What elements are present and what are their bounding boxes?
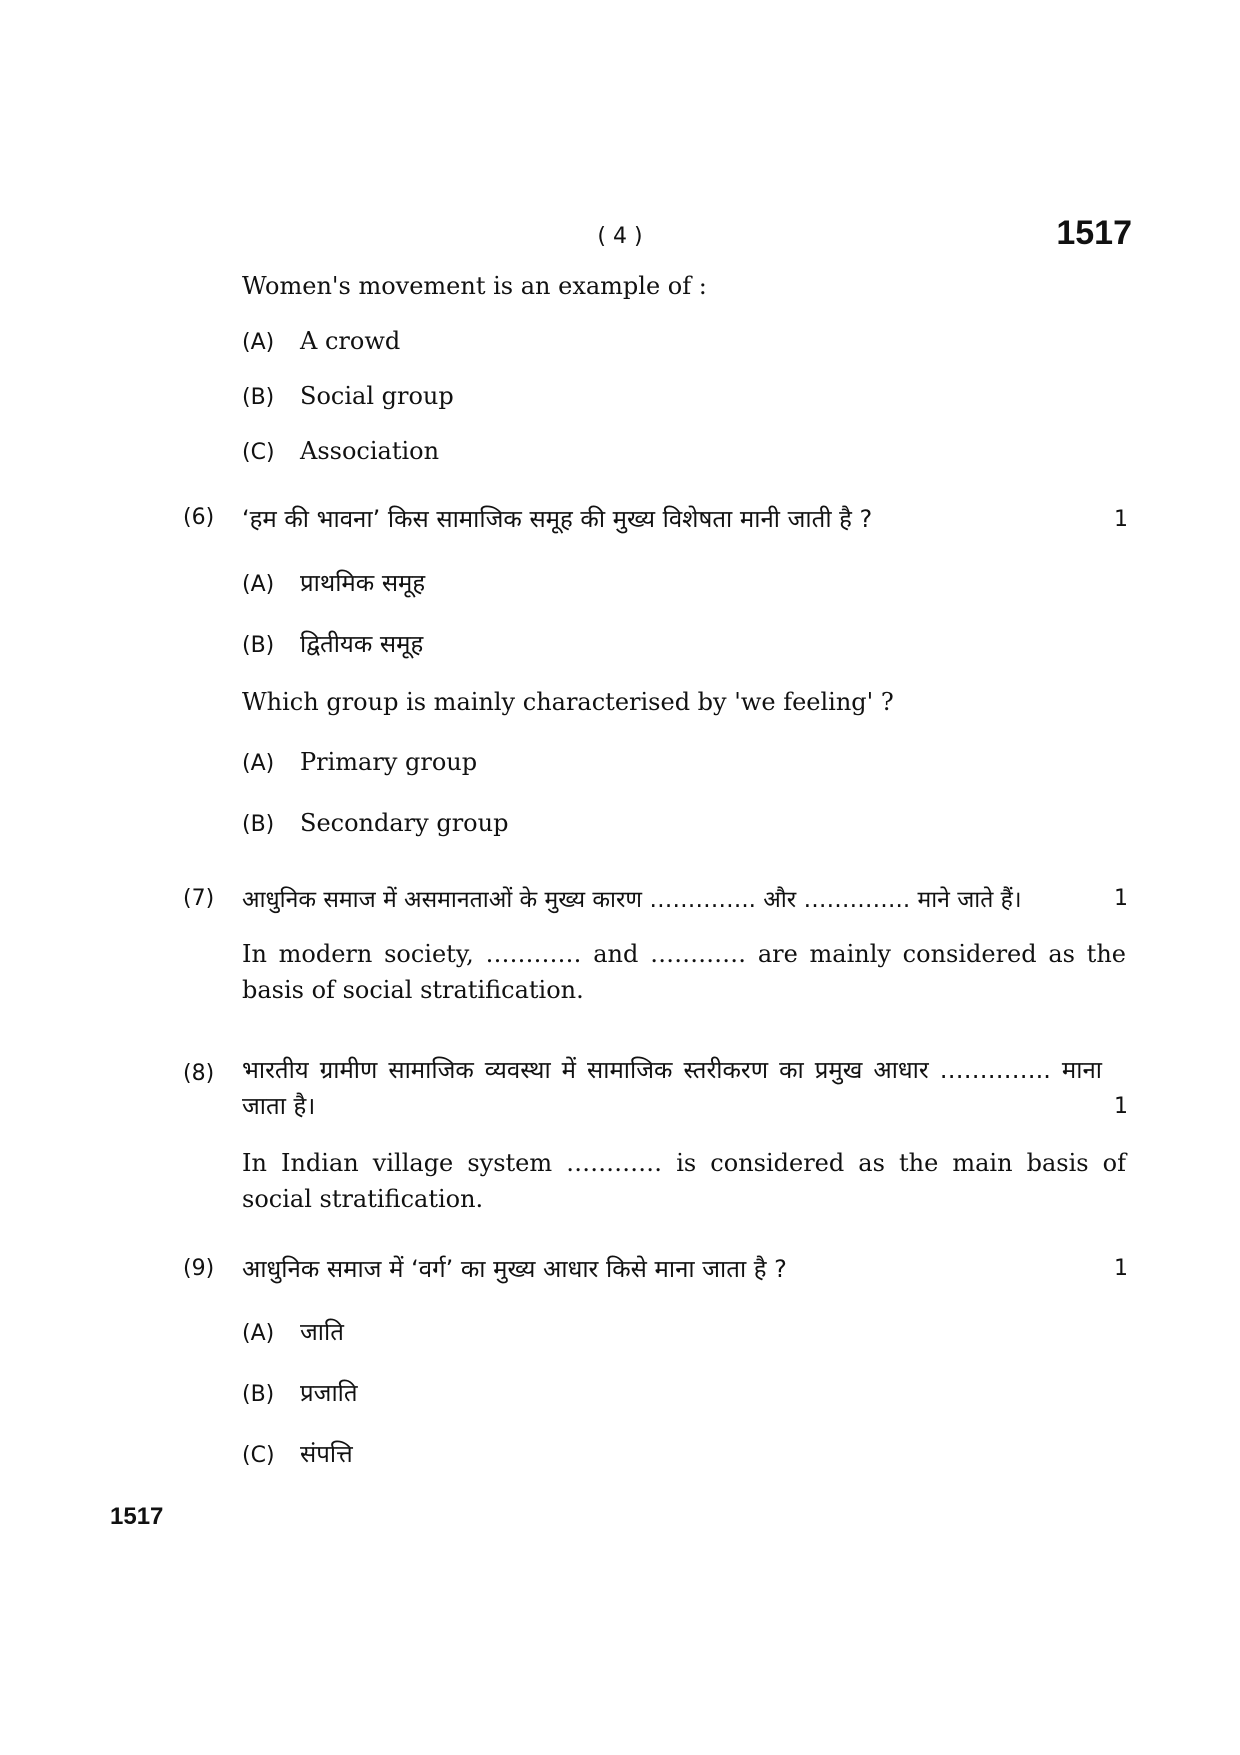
question-6-english-option-b: [242, 809, 508, 838]
question-number: (8): [183, 1061, 215, 1086]
page-number: ( 4 ): [597, 224, 643, 249]
option-text: द्वितीयक समूह: [300, 630, 424, 658]
question-7-hindi-text: आधुनिक समाज में असमानताओं के मुख्य कारण ………….. और ………….. माने जाते हैं।: [242, 887, 1022, 913]
question-number: (6): [183, 505, 215, 530]
paper-code-footer: 1517: [110, 1503, 164, 1530]
question-6-hindi-text: ‘हम की भावना’ किस सामाजिक समूह की मुख्य विशेषता मानी जाती है ?: [242, 505, 873, 533]
question-5-option-b: [242, 382, 454, 411]
option-text: प्राथमिक समूह: [300, 569, 426, 597]
paper-code-header: 1517: [1056, 214, 1132, 252]
question-5-option-c: [242, 437, 439, 466]
option-text: Association: [300, 437, 440, 465]
question-marks: 1: [1114, 886, 1128, 911]
option-text: A crowd: [300, 327, 401, 355]
question-7-english-text: In modern society, ………… and ………… are mainly considered as the basis of social stratification.: [242, 940, 1126, 1004]
question-marks: 1: [1114, 1094, 1128, 1119]
question-6-english-text: Which group is mainly characterised by 'we feeling' ?: [242, 688, 894, 716]
option-label: (A): [242, 330, 275, 355]
option-label: (B): [242, 812, 275, 837]
option-text: Social group: [300, 382, 454, 410]
question-6-english-option-a: [242, 748, 477, 777]
option-label: (A): [242, 751, 275, 776]
option-text: प्रजाति: [300, 1379, 358, 1407]
option-text: संपत्ति: [300, 1440, 353, 1468]
question-number: (9): [183, 1256, 215, 1281]
question-8-english-text: In Indian village system ………… is considered as the main basis of social stratification.: [242, 1149, 1126, 1213]
question-marks: 1: [1114, 507, 1128, 532]
option-text: Secondary group: [300, 809, 509, 837]
question-marks: 1: [1114, 1256, 1128, 1281]
question-6-hindi-option-a: [242, 566, 425, 599]
question-5-option-a: [242, 327, 400, 356]
option-label: (B): [242, 385, 275, 410]
option-label: (A): [242, 1321, 275, 1346]
option-label: (B): [242, 633, 275, 658]
question-9-hindi-text: आधुनिक समाज में ‘वर्ग’ का मुख्य आधार किसे माना जाता है ?: [242, 1255, 787, 1283]
option-label: (A): [242, 572, 275, 597]
option-label: (B): [242, 1382, 275, 1407]
question-5-text: Women's movement is an example of :: [242, 272, 707, 300]
question-9-option-a: [242, 1315, 344, 1348]
question-6-hindi-option-b: [242, 627, 423, 660]
question-9-option-c: [242, 1437, 353, 1470]
option-label: (C): [242, 1443, 275, 1468]
option-text: जाति: [300, 1318, 344, 1346]
question-number: (7): [183, 886, 215, 911]
question-9-option-b: [242, 1376, 358, 1409]
option-label: (C): [242, 440, 275, 465]
question-8-hindi-text: भारतीय ग्रामीण सामाजिक व्यवस्था में सामाजिक स्तरीकरण का प्रमुख आधार ………….. माना जाता है।: [242, 1056, 1102, 1120]
option-text: Primary group: [300, 748, 478, 776]
